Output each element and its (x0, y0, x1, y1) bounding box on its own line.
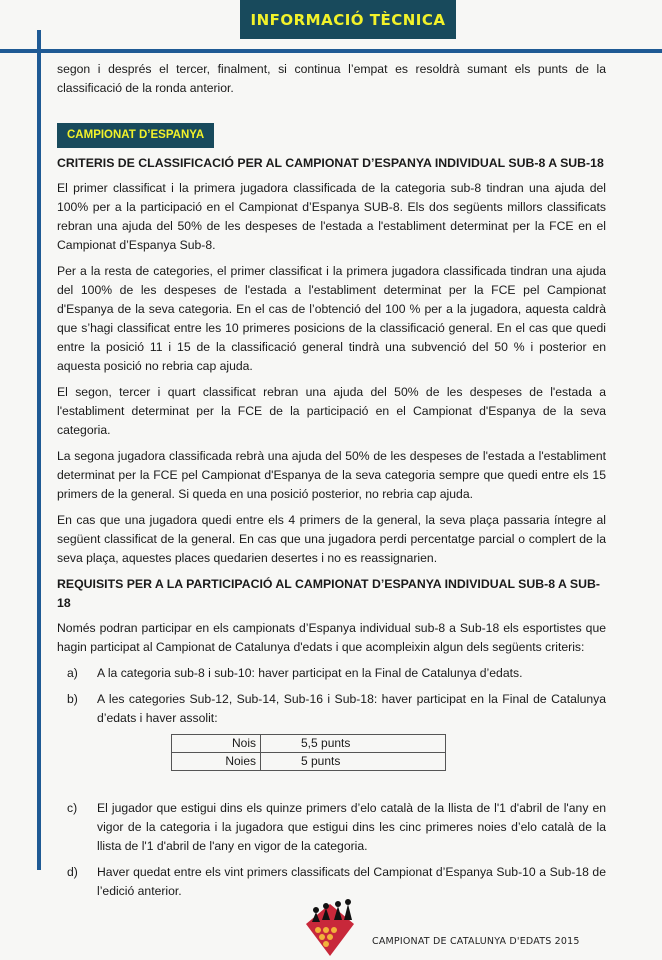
table-cell: Nois (172, 735, 261, 753)
heading-requisits: REQUISITS PER A LA PARTICIPACIÓ AL CAMPIONAT D’ESPANYA INDIVIDUAL SUB-8 A SUB-18 (57, 577, 600, 610)
paragraph: Per a la resta de categories, el primer classificat i la primera jugadora classificada tindran una ajuda del 100% de les despeses de l'estada a l'establiment determinat per la FCE pel Campionat d'Espanya de la seva categoria. En el cas de l’obtenció del 100 % per a la jugadora, aquesta caldrà que s’hagi classificat entre les 10 primeres posicions de la classificació general. En el cas que quedi entre la posició 11 i 15 de la classificació general tindrà una subvenció del 50 % i posterior en aquesta posició no rebria cap ajuda. (57, 264, 606, 373)
table-row (172, 735, 446, 753)
paragraph: En cas que una jugadora quedi entre els 4 primers de la general, la seva plaça passaria íntegre al següent classificat de la general. En cas que una jugadora perdi percentatge parcial o complert de la seva plaça, aquestes places quedarien desertes i no es reassignarien. (57, 513, 606, 565)
table-cell: Noies (172, 753, 261, 771)
table-cell: 5 punts (261, 753, 446, 771)
list-text: A la categoria sub-8 i sub-10: haver participat en la Final de Catalunya d’edats. (97, 666, 523, 680)
list-text: El jugador que estigui dins els quinze primers d’elo català de la llista de l'1 d'abril de l'any en vigor de la categoria i la jugadora que estigui dins les cinc primeres noies d’elo català de la llista de l'1 d'abril de l'any en vigor de la categoria. (97, 801, 606, 853)
paragraph: El primer classificat i la primera jugadora classificada de la categoria sub-8 tindran una ajuda del 100% per a la participació en el Campionat d’Espanya SUB-8. Els dos següents millors classificats rebran una ajuda del 50% de les despeses de l'estada a l'establiment determinat per la FCE en el Campionat d’Espanya Sub-8. (57, 181, 606, 252)
paragraph: Només podran participar en els campionats d’Espanya individual sub-8 a Sub-18 els esportistes que hagin participat al Campionat de Catalunya d'edats i que acompleixin algun dels següents criteris: (57, 621, 606, 654)
list-item (57, 664, 606, 683)
table-row (172, 753, 446, 771)
list-item (57, 690, 606, 728)
section-label: CAMPIONAT D’ESPANYA (57, 123, 214, 148)
horizontal-rule (0, 49, 662, 53)
document-body (57, 60, 606, 908)
header-title: INFORMACIÓ TÈCNICA (250, 10, 446, 29)
list-item (57, 863, 606, 901)
paragraph: La segona jugadora classificada rebrà una ajuda del 50% de les despeses de l'estada a l'establiment determinat per la FCE pel Campionat d'Espanya de la seva categoria sempre que quedi entre els 15 primers de la general. Si queda en una posició posterior, no rebria cap ajuda. (57, 449, 606, 501)
points-table (171, 734, 446, 771)
vertical-rule (37, 30, 41, 870)
intro-paragraph: segon i després el tercer, finalment, si continua l’empat es resoldrà sumant els punts de la classificació de la ronda anterior. (57, 62, 606, 95)
list-label: a) (67, 666, 78, 680)
list-text: A les categories Sub-12, Sub-14, Sub-16 i Sub-18: haver participat en la Final de Catalunya d’edats i haver assolit: (97, 692, 606, 725)
list-label: d) (67, 865, 78, 879)
federation-logo-icon (302, 898, 358, 958)
paragraph: El segon, tercer i quart classificat rebran una ajuda del 50% de les despeses de l'estada a l'establiment determinat per la FCE de la participació en el Campionat d'Espanya de la seva categoria. (57, 385, 606, 437)
footer-text: CAMPIONAT DE CATALUNYA D'EDATS 2015 (372, 936, 580, 947)
list-item (57, 799, 606, 856)
list-label: b) (67, 692, 78, 706)
list-label: c) (67, 801, 78, 815)
list-text: Haver quedat entre els vint primers classificats del Campionat d’Espanya Sub-10 a Sub-18 de l’edició anterior. (97, 865, 606, 898)
header-banner (240, 0, 456, 39)
table-cell: 5,5 punts (261, 735, 446, 753)
heading-criteris: CRITERIS DE CLASSIFICACIÓ PER AL CAMPIONAT D’ESPANYA INDIVIDUAL SUB-8 A SUB-18 (57, 156, 604, 170)
